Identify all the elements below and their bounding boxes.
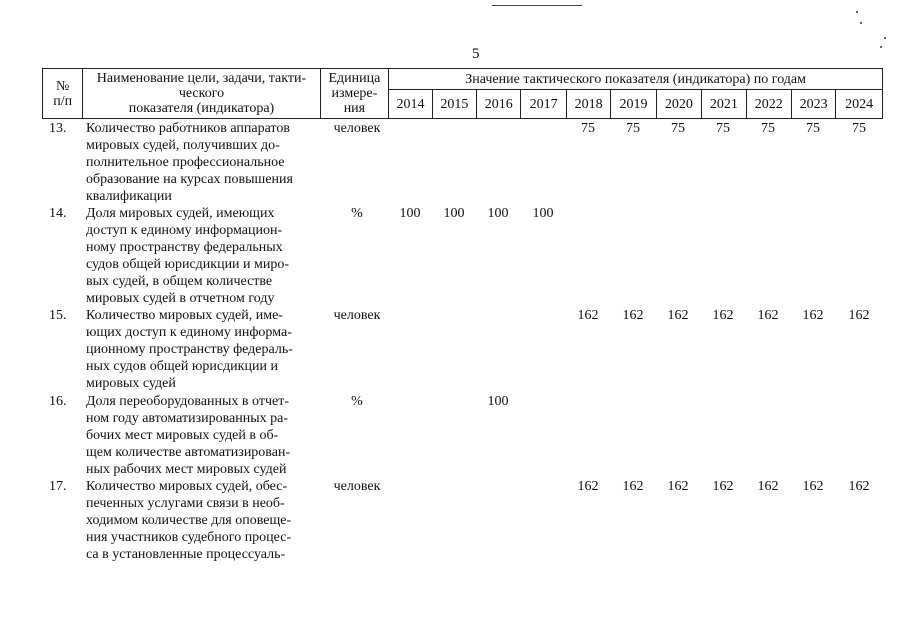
scan-speck	[860, 22, 862, 24]
header-name-line: ческого	[178, 86, 225, 101]
table-header	[42, 68, 883, 119]
row-name-line: вых судей, в общем количестве	[86, 274, 273, 289]
row-unit: %	[351, 394, 363, 409]
header-num: № п/п	[43, 69, 83, 119]
row-value: 162	[622, 479, 644, 494]
header-unit-line: измере-	[331, 86, 378, 101]
row-name-line: судов общей юрисдикции и миро-	[86, 257, 290, 272]
header-unit	[320, 69, 389, 119]
row-value: 75	[852, 121, 866, 136]
row-name-line: бочих мест мировых судей в об-	[86, 428, 279, 443]
table-body	[42, 120, 883, 568]
row-name-line: Количество работников аппаратов	[86, 121, 290, 136]
row-unit: человек	[333, 479, 381, 494]
row-value: 162	[802, 479, 824, 494]
row-name-line: ходимом количестве для оповеще-	[86, 513, 292, 528]
header-year: 2015	[432, 90, 476, 119]
header-unit-line: ния	[343, 101, 366, 116]
row-name-line: мировых судей, получивших до-	[86, 138, 280, 153]
header-year: 2017	[521, 90, 566, 119]
row-value: 75	[761, 121, 775, 136]
row-value: 162	[712, 479, 734, 494]
header-name-line: Наименование цели, задачи, такти-	[96, 71, 307, 86]
row-name-line: ному пространству федеральных	[86, 240, 283, 255]
row-value: 100	[532, 206, 554, 221]
row-name-line: печенных услугами связи в необ-	[86, 496, 285, 511]
top-rule	[492, 5, 582, 6]
row-name-line: ных судов общей юрисдикции и	[86, 359, 278, 374]
table-row	[42, 120, 883, 205]
row-value: 162	[667, 479, 689, 494]
row-value: 75	[581, 121, 595, 136]
row-name-line: са в установленные процессуаль-	[86, 547, 286, 562]
row-name-line: мировых судей	[86, 376, 176, 391]
row-value: 162	[757, 308, 779, 323]
row-number: 15.	[49, 308, 67, 323]
scan-speck	[880, 46, 882, 48]
header-years-group: Значение тактического показателя (индикатора) по годам	[389, 69, 883, 90]
row-name-line: мировых судей в отчетном году	[86, 291, 275, 306]
row-value: 162	[712, 308, 734, 323]
row-value: 162	[802, 308, 824, 323]
row-name	[86, 205, 361, 307]
row-name-line: полнительное профессиональное	[86, 155, 285, 170]
row-name	[86, 120, 361, 205]
row-name-line: щем количестве автоматизирован-	[86, 445, 291, 460]
row-value: 162	[848, 308, 870, 323]
row-value: 162	[667, 308, 689, 323]
header-year: 2023	[791, 90, 835, 119]
row-value: 75	[626, 121, 640, 136]
row-number: 16.	[49, 394, 67, 409]
header-year: 2019	[611, 90, 656, 119]
header-year: 2022	[746, 90, 791, 119]
table-row	[42, 478, 883, 568]
row-unit: человек	[333, 308, 381, 323]
row-value: 100	[487, 394, 509, 409]
table-row	[42, 205, 883, 307]
header-name	[83, 69, 320, 119]
page-number: 5	[472, 46, 480, 62]
row-name-line: Количество мировых судей, обес-	[86, 479, 288, 494]
row-name	[86, 393, 361, 478]
table-row	[42, 393, 883, 478]
row-value: 75	[716, 121, 730, 136]
row-name-line: ющих доступ к единому информа-	[86, 325, 292, 340]
row-value: 100	[443, 206, 465, 221]
row-value: 162	[848, 479, 870, 494]
row-value: 100	[399, 206, 421, 221]
row-value: 162	[577, 308, 599, 323]
header-unit-line: Единица	[328, 71, 381, 86]
scan-speck	[856, 11, 858, 13]
header-year: 2014	[389, 90, 432, 119]
scan-speck	[884, 37, 886, 39]
row-name	[86, 307, 361, 392]
header-year: 2018	[566, 90, 610, 119]
row-name-line: Доля мировых судей, имеющих	[86, 206, 275, 221]
header-year: 2020	[656, 90, 701, 119]
row-number: 13.	[49, 121, 67, 136]
row-name-line: ном году автоматизированных ра-	[86, 411, 288, 426]
row-value: 162	[757, 479, 779, 494]
row-number: 17.	[49, 479, 67, 494]
header-year: 2021	[702, 90, 746, 119]
header-year: 2024	[836, 90, 883, 119]
row-name-line: Доля переоборудованных в отчет-	[86, 394, 289, 409]
row-name	[86, 478, 361, 563]
table-row	[42, 307, 883, 393]
row-number: 14.	[49, 206, 67, 221]
row-name-line: ных рабочих мест мировых судей	[86, 462, 287, 477]
header-name-line: показателя (индикатора)	[128, 101, 275, 116]
row-name-line: Количество мировых судей, име-	[86, 308, 283, 323]
row-unit: человек	[333, 121, 381, 136]
row-value: 162	[622, 308, 644, 323]
row-name-line: доступ к единому информацион-	[86, 223, 283, 238]
row-value: 75	[806, 121, 820, 136]
header-year: 2016	[477, 90, 521, 119]
row-name-line: образование на курсах повышения	[86, 172, 293, 187]
row-value: 100	[487, 206, 509, 221]
row-value: 75	[671, 121, 685, 136]
row-unit: %	[351, 206, 363, 221]
row-name-line: ционному пространству федераль-	[86, 342, 293, 357]
row-value: 162	[577, 479, 599, 494]
row-name-line: ния участников судебного процес-	[86, 530, 292, 545]
row-name-line: квалификации	[86, 189, 172, 204]
